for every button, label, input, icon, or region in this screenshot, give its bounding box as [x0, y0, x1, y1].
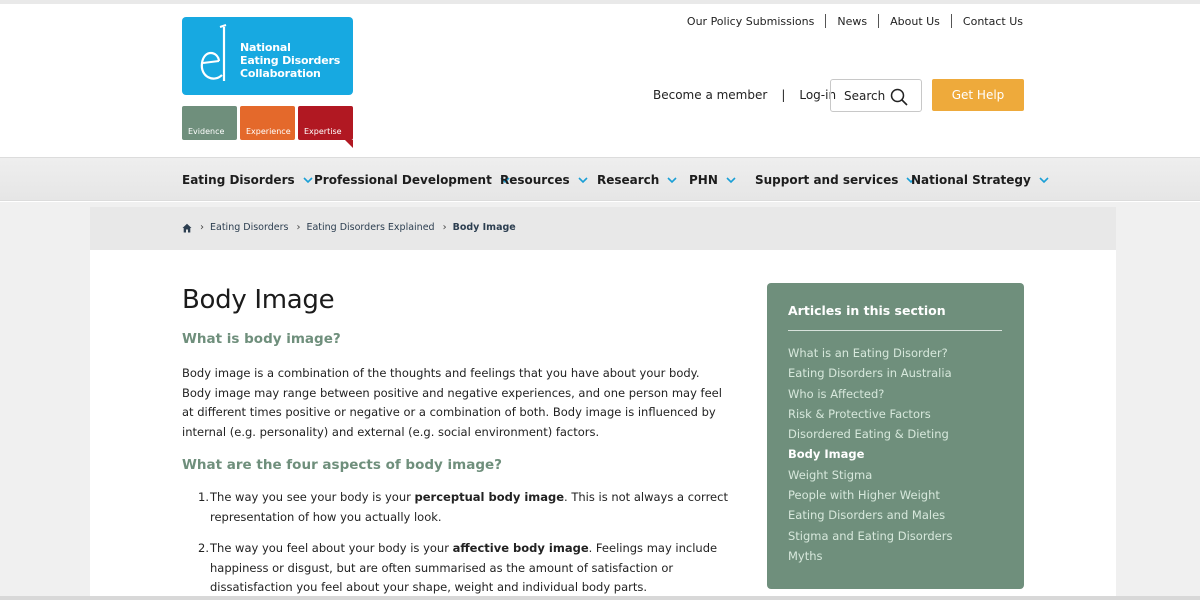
tile-experience: Experience	[240, 106, 295, 140]
list-number: 2.	[198, 541, 209, 555]
nav-label: Research	[597, 173, 660, 187]
sidebar-link[interactable]: People with Higher Weight	[788, 488, 940, 503]
link-about-us[interactable]: About Us	[890, 14, 940, 28]
bottom-strip	[0, 596, 1200, 600]
list-text: . Feelings may include happiness or disgust, but are often summarised as the amount of satisfaction or dissatisfaction you feel about your shape, weight and individual body parts.	[210, 541, 718, 594]
nav-phn[interactable]	[689, 158, 736, 202]
sidebar-link[interactable]: Stigma and Eating Disorders	[788, 528, 953, 543]
link-news[interactable]: News	[837, 14, 868, 28]
list-number: 1.	[198, 490, 209, 504]
chevron-down-icon	[667, 175, 677, 185]
sidebar-link[interactable]: Risk & Protective Factors	[788, 406, 931, 421]
nav-label: PHN	[689, 173, 718, 187]
chevron-right-icon: ›	[442, 222, 447, 233]
divider	[825, 14, 826, 28]
articles-sidebar	[767, 283, 1024, 589]
sidebar-link[interactable]: Weight Stigma	[788, 467, 873, 482]
list-emphasis: perceptual body image	[414, 490, 565, 504]
home-icon[interactable]	[182, 223, 192, 233]
chevron-right-icon: ›	[200, 222, 204, 233]
get-help-button[interactable]: Get Help	[932, 79, 1024, 111]
list-emphasis: affective body image	[452, 541, 589, 555]
link-contact-us[interactable]: Contact Us	[962, 14, 1023, 28]
main-nav	[0, 157, 1200, 201]
sidebar-link[interactable]: Myths	[788, 548, 823, 563]
tile-expertise	[298, 106, 353, 140]
list-item	[182, 488, 730, 527]
link-policy-submissions[interactable]: Our Policy Submissions	[686, 14, 815, 28]
page-title: Body Image	[182, 285, 335, 315]
sidebar-title: Articles in this section	[788, 303, 946, 318]
nav-research[interactable]	[597, 158, 677, 202]
list-text: The way you feel about your body is your	[210, 541, 453, 555]
logo-mark-icon	[196, 23, 236, 89]
logo-text	[240, 41, 340, 80]
site-logo[interactable]	[182, 17, 353, 95]
search-button[interactable]	[830, 79, 922, 112]
account-separator: |	[781, 88, 786, 102]
nav-label: Eating Disorders	[182, 173, 295, 187]
nav-label: National Strategy	[911, 173, 1031, 187]
chevron-down-icon	[1039, 175, 1049, 185]
sidebar-link-active[interactable]: Body Image	[788, 447, 865, 462]
list-text: The way you see your body is your	[210, 490, 415, 504]
logo-line: National	[240, 41, 291, 54]
divider	[951, 14, 952, 28]
section-heading: What is body image?	[182, 331, 341, 347]
section-heading: What are the four aspects of body image?	[182, 457, 502, 473]
top-strip	[0, 0, 1200, 4]
list-item	[182, 539, 730, 598]
nav-national-strategy[interactable]	[911, 158, 1049, 202]
search-label: Search	[844, 88, 886, 103]
breadcrumb-item[interactable]: Eating Disorders	[210, 222, 289, 233]
sidebar-link[interactable]: Eating Disorders and Males	[788, 508, 946, 523]
utility-nav	[687, 14, 1023, 28]
account-links	[653, 88, 836, 102]
nav-label: Resources	[500, 173, 570, 187]
chevron-right-icon: ›	[296, 222, 301, 233]
nav-support-and-services[interactable]	[755, 158, 916, 202]
search-icon	[890, 88, 908, 106]
sidebar-link[interactable]: What is an Eating Disorder?	[788, 346, 948, 360]
chevron-down-icon	[303, 175, 313, 185]
breadcrumb-item[interactable]: Eating Disorders Explained	[306, 222, 435, 233]
chevron-down-icon	[726, 175, 736, 185]
logo-line: Eating Disorders	[240, 54, 341, 67]
sidebar-link[interactable]: Eating Disorders in Australia	[788, 366, 952, 381]
sidebar-link[interactable]: Who is Affected?	[788, 386, 885, 401]
sidebar-link[interactable]: Disordered Eating & Dieting	[788, 427, 949, 442]
speech-tail	[345, 140, 353, 148]
divider	[788, 330, 1002, 331]
tile-expertise-label: Expertise	[304, 127, 342, 136]
body-paragraph: Body image is a combination of the thoughts and feelings that you have about your body. Body image may range between positive and negative experiences, and one person may feel at different times positive or negative or a combination of both. Body image is influenced by internal (e.g. personality) and external (e.g. social environment) factors.	[182, 366, 722, 439]
nav-professional-development[interactable]	[314, 158, 510, 202]
breadcrumb-current: Body Image	[452, 222, 516, 233]
nav-resources[interactable]	[500, 158, 588, 202]
login-link[interactable]: Log-in	[799, 88, 837, 102]
divider	[878, 14, 879, 28]
chevron-down-icon	[578, 175, 588, 185]
nav-label: Professional Development	[314, 173, 492, 187]
sidebar-links	[788, 343, 952, 566]
become-member-link[interactable]: Become a member	[653, 88, 768, 102]
logo-line: Collaboration	[240, 67, 321, 80]
nav-eating-disorders[interactable]	[182, 158, 313, 202]
tile-evidence: Evidence	[182, 106, 237, 140]
list-text: . This is not always a correct representation of how you actually look.	[210, 490, 728, 524]
breadcrumb	[182, 222, 516, 233]
nav-label: Support and services	[755, 173, 899, 187]
